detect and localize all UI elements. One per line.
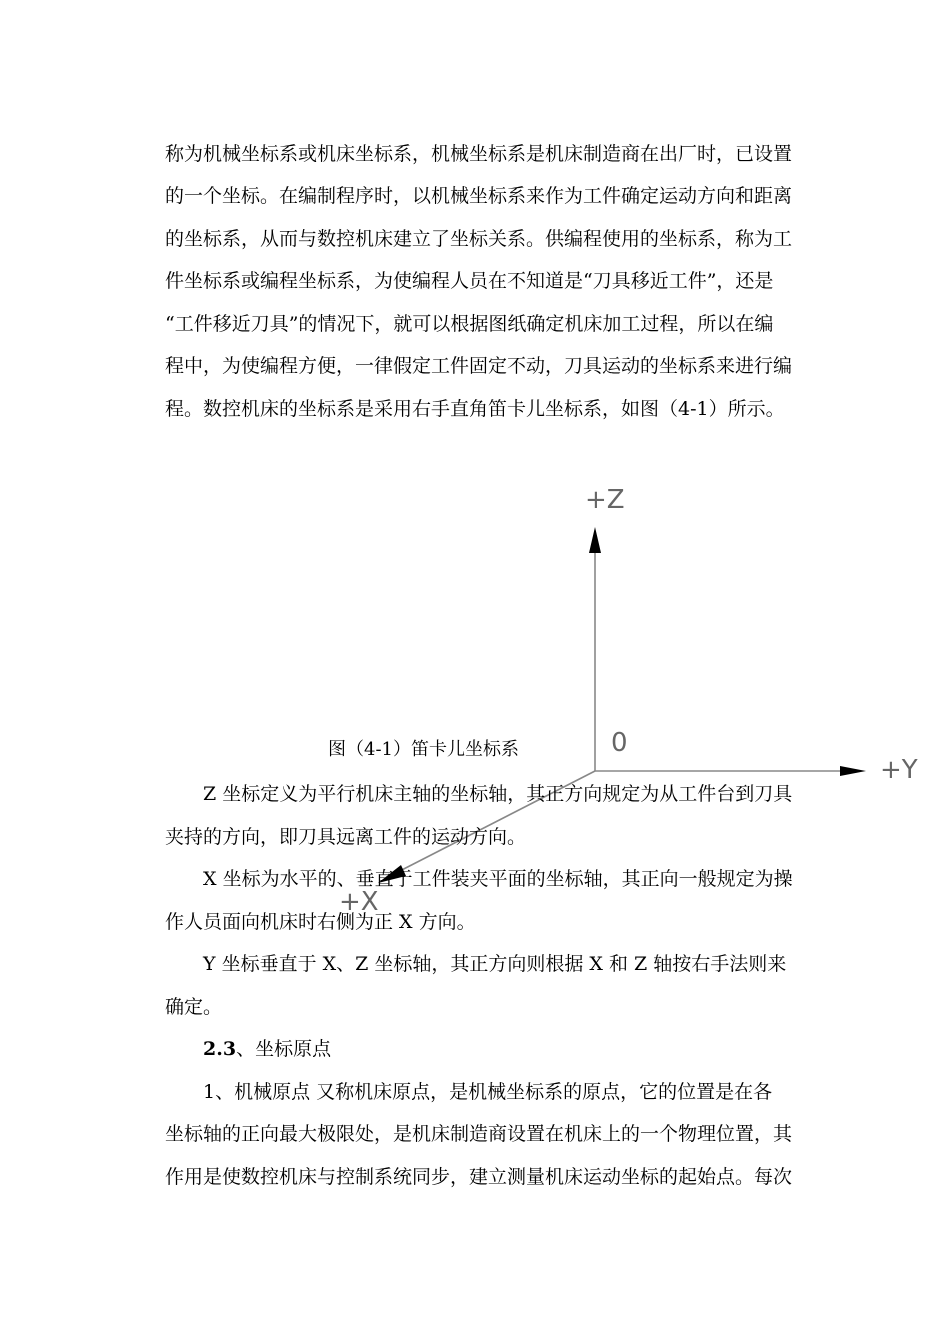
- text-line: 程。数控机床的坐标系是采用右手直角笛卡儿坐标系，如图（4-1）所示。: [165, 398, 785, 420]
- z-axis-arrowhead: [589, 527, 601, 553]
- section-title: 、坐标原点: [236, 1038, 332, 1060]
- section-number: 2.3: [203, 1038, 237, 1060]
- text-line: Z 坐标定义为平行机床主轴的坐标轴，其正方向规定为从工件台到刀具: [203, 783, 793, 805]
- text-line: 称为机械坐标系或机床坐标系，机械坐标系是机床制造商在出厂时，已设置: [165, 143, 793, 165]
- text-line: 的一个坐标。在编制程序时，以机械坐标系来作为工件确定运动方向和距离: [165, 185, 793, 207]
- text-line: 确定。: [165, 996, 223, 1018]
- text-line: 程中，为使编程方便，一律假定工件固定不动，刀具运动的坐标系来进行编: [165, 355, 793, 377]
- z-axis-label: +Z: [585, 485, 625, 515]
- figure-caption: 图（4-1）笛卡儿坐标系: [328, 739, 519, 760]
- section-heading: [203, 1036, 790, 1062]
- text-line: 的坐标系，从而与数控机床建立了坐标关系。供编程使用的坐标系，称为工: [165, 228, 793, 250]
- text-line: 1、机械原点 又称机床原点，是机械坐标系的原点，它的位置是在各: [203, 1081, 773, 1103]
- text-line: 夹持的方向，即刀具远离工件的运动方向。: [165, 826, 527, 848]
- text-line: 件坐标系或编程坐标系，为使编程人员在不知道是“刀具移近工件”，还是: [165, 270, 774, 292]
- y-axis-label: +Y: [880, 755, 918, 785]
- x-axis-label: +X: [339, 887, 379, 917]
- text-line: 作用是使数控机床与控制系统同步，建立测量机床运动坐标的起始点。每次: [165, 1166, 793, 1188]
- text-line: Y 坐标垂直于 X、Z 坐标轴，其正方向则根据 X 和 Z 轴按右手法则来: [203, 953, 787, 975]
- y-axis-arrowhead: [840, 766, 866, 776]
- origin-label: 0: [611, 728, 628, 758]
- text-line: X 坐标为水平的、垂直于工件装夹平面的坐标轴，其正向一般规定为操: [203, 868, 793, 890]
- text-line: “工件移近刀具”的情况下，就可以根据图纸确定机床加工过程，所以在编: [165, 313, 774, 335]
- text-line: 作人员面向机床时右侧为正 X 方向。: [165, 911, 476, 933]
- text-line: 坐标轴的正向最大极限处，是机床制造商设置在机床上的一个物理位置，其: [165, 1123, 793, 1145]
